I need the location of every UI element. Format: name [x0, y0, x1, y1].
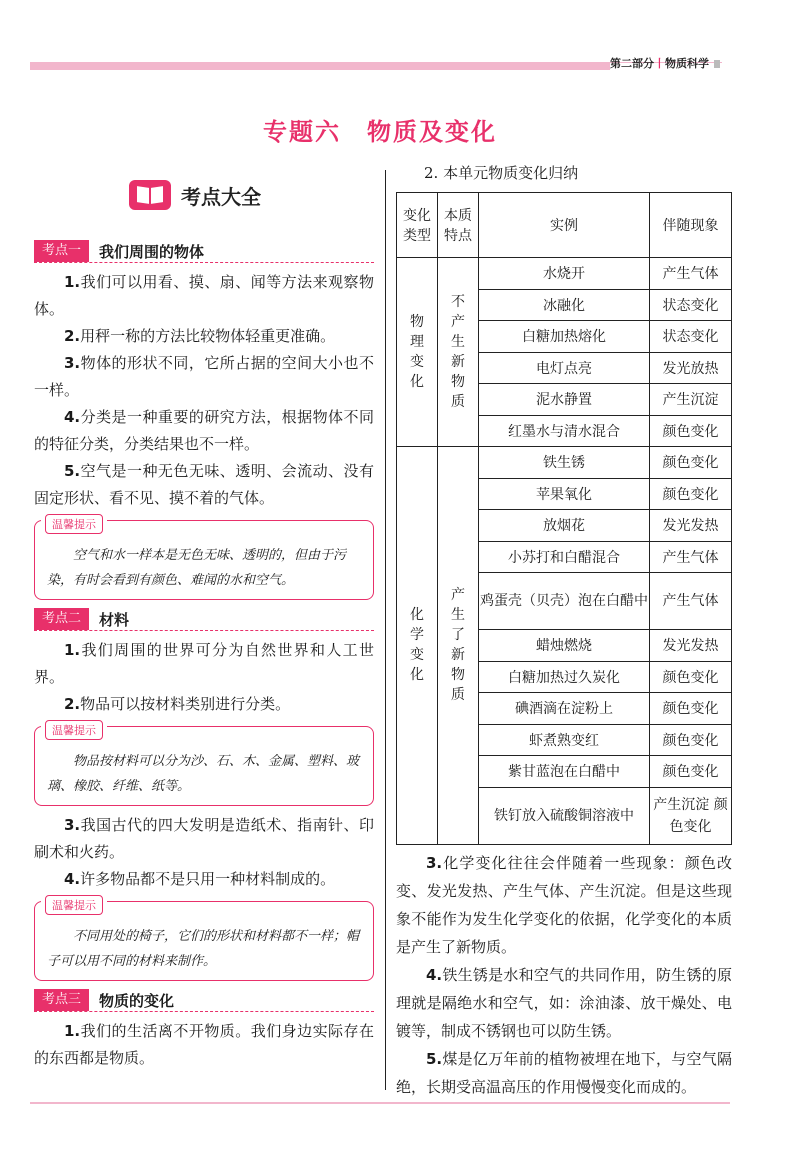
- list-item: 3.我国古代的四大发明是造纸术、指南针、印刷术和火药。: [34, 816, 374, 861]
- change-type-cell: 化 学 变 化: [397, 447, 438, 845]
- phenomenon-cell: 产生气体: [650, 541, 732, 573]
- example-cell: 碘酒滴在淀粉上: [479, 693, 650, 725]
- feature-cell: 产 生 了 新 物 质: [438, 447, 479, 845]
- example-cell: 水烧开: [479, 258, 650, 290]
- example-cell: 苹果氧化: [479, 478, 650, 510]
- phenomenon-cell: 发光放热: [650, 352, 732, 384]
- left-column: [34, 180, 374, 1072]
- page-title: 专题六 物质及变化: [263, 118, 497, 146]
- list-item: 1.我们周围的世界可分为自然世界和人工世界。: [34, 641, 374, 686]
- phenomenon-cell: 颜色变化: [650, 661, 732, 693]
- phenomenon-cell: 颜色变化: [650, 415, 732, 447]
- table-header: 变化类型: [397, 193, 438, 258]
- phenomenon-cell: 产生沉淀: [650, 384, 732, 416]
- section-header: [34, 240, 374, 263]
- header-section: 第二部分: [610, 57, 654, 70]
- list-item: 1.我们的生活离不开物质。我们身边实际存在的东西都是物质。: [34, 1022, 374, 1067]
- header-square: [714, 60, 720, 68]
- list-item: 5.空气是一种无色无味、透明、会流动、没有固定形状、看不见、摸不着的气体。: [34, 462, 374, 507]
- phenomenon-cell: 发光发热: [650, 510, 732, 542]
- phenomenon-cell: 状态变化: [650, 289, 732, 321]
- section-tag: 考点二: [34, 608, 89, 630]
- example-cell: 紫甘蓝泡在白醋中: [479, 756, 650, 788]
- table-row: [397, 258, 732, 290]
- table-header: 实例: [479, 193, 650, 258]
- tip-box: [34, 726, 374, 806]
- phenomenon-cell: 发光发热: [650, 630, 732, 662]
- tip-box: [34, 520, 374, 600]
- example-cell: 电灯点亮: [479, 352, 650, 384]
- list-item: 5.煤是亿万年前的植物被埋在地下，与空气隔绝，长期受高温高压的作用慢慢变化而成的。: [396, 1049, 732, 1096]
- tip-text: 空气和水一样本是无色无味、透明的，但由于污染，有时会看到有颜色、难闻的水和空气。: [47, 548, 347, 588]
- phenomenon-cell: 产生气体: [650, 573, 732, 630]
- example-cell: 泥水静置: [479, 384, 650, 416]
- section-title: 物质的变化: [99, 991, 175, 1010]
- banner: [129, 180, 374, 210]
- list-item: 4.铁生锈是水和空气的共同作用，防生锈的原理就是隔绝水和空气，如：涂油漆、放干燥处、电镀等，制成不锈钢也可以防生锈。: [396, 965, 732, 1040]
- list-item: 3.物体的形状不同，它所占据的空间大小也不一样。: [34, 354, 374, 399]
- list-item: 4.分类是一种重要的研究方法，根据物体不同的特征分类，分类结果也不一样。: [34, 408, 374, 453]
- phenomenon-cell: 产生气体: [650, 258, 732, 290]
- header-subject: 物质科学: [665, 57, 709, 70]
- table-header: 伴随现象: [650, 193, 732, 258]
- table-heading: 2. 本单元物质变化归纳: [424, 164, 579, 182]
- column-divider: [385, 170, 386, 1090]
- example-cell: 白糖加热熔化: [479, 321, 650, 353]
- section-tag: 考点三: [34, 989, 89, 1011]
- example-cell: 铁生锈: [479, 447, 650, 479]
- example-cell: 铁钉放入硫酸铜溶液中: [479, 787, 650, 844]
- book-icon: [129, 180, 171, 210]
- example-cell: 红墨水与清水混合: [479, 415, 650, 447]
- banner-text: 考点大全: [181, 184, 261, 209]
- section-title: 材料: [99, 610, 130, 629]
- section-header: [34, 989, 374, 1012]
- tip-label: 温馨提示: [45, 720, 103, 740]
- phenomenon-cell: 状态变化: [650, 321, 732, 353]
- running-header: 第二部分丨物质科学: [610, 55, 720, 71]
- section-header: [34, 608, 374, 631]
- footer-bar: [30, 1102, 730, 1104]
- example-cell: 鸡蛋壳（贝壳）泡在白醋中: [479, 573, 650, 630]
- example-cell: 冰融化: [479, 289, 650, 321]
- example-cell: 白糖加热过久炭化: [479, 661, 650, 693]
- tip-text: 物品按材料可以分为沙、石、木、金属、塑料、玻璃、橡胶、纤维、纸等。: [47, 754, 360, 794]
- list-item: 2.用秤一称的方法比较物体轻重更准确。: [64, 327, 336, 345]
- example-cell: 放烟花: [479, 510, 650, 542]
- right-column: [396, 160, 732, 1101]
- feature-cell: 不 产 生 新 物 质: [438, 258, 479, 447]
- list-item: 2.物品可以按材料类别进行分类。: [64, 695, 291, 713]
- phenomenon-cell: 颜色变化: [650, 693, 732, 725]
- list-item: 1.我们可以用看、摸、扇、闻等方法来观察物体。: [34, 273, 374, 318]
- example-cell: 蜡烛燃烧: [479, 630, 650, 662]
- tip-box: [34, 901, 374, 981]
- tip-label: 温馨提示: [45, 514, 103, 534]
- phenomenon-cell: 颜色变化: [650, 478, 732, 510]
- list-item: 3.化学变化往往会伴随着一些现象：颜色改变、发光发热、产生气体、产生沉淀。但是这些现象不能作为发生化学变化的依据，化学变化的本质是产生了新物质。: [396, 853, 732, 956]
- section-tag: 考点一: [34, 240, 89, 262]
- change-table: [396, 192, 732, 845]
- tip-label: 温馨提示: [45, 895, 103, 915]
- list-item: 4.许多物品都不是只用一种材料制成的。: [64, 870, 336, 888]
- change-type-cell: 物 理 变 化: [397, 258, 438, 447]
- phenomenon-cell: 颜色变化: [650, 756, 732, 788]
- section-title: 我们周围的物体: [99, 242, 205, 261]
- header-bar: [30, 62, 610, 70]
- example-cell: 小苏打和白醋混合: [479, 541, 650, 573]
- tip-text: 不同用处的椅子，它们的形状和材料都不一样；帽子可以用不同的材料来制作。: [47, 929, 360, 969]
- table-row: [397, 447, 732, 479]
- phenomenon-cell: 颜色变化: [650, 447, 732, 479]
- table-header: 本质特点: [438, 193, 479, 258]
- phenomenon-cell: 颜色变化: [650, 724, 732, 756]
- phenomenon-cell: 产生沉淀 颜色变化: [650, 787, 732, 844]
- example-cell: 虾煮熟变红: [479, 724, 650, 756]
